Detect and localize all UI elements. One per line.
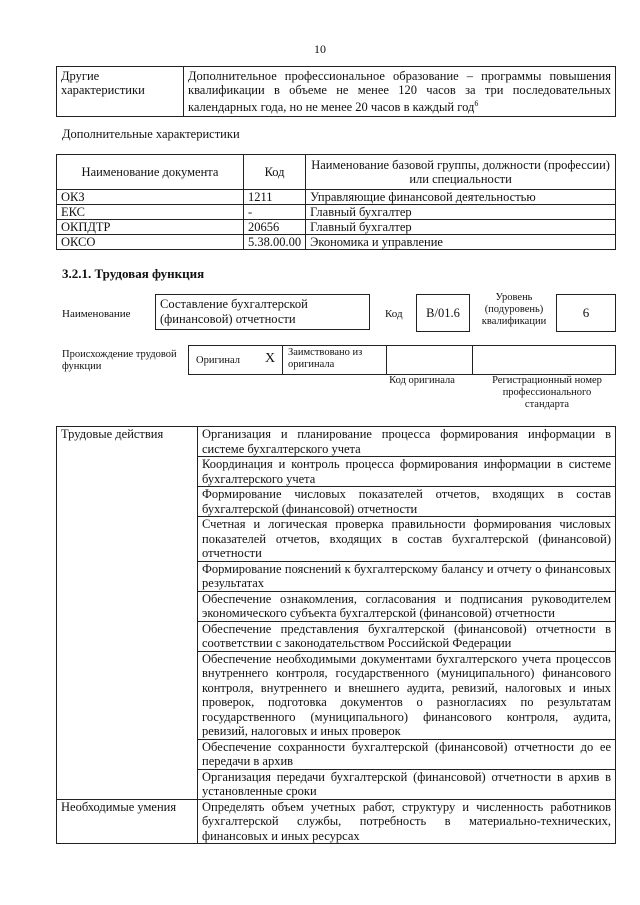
table-row (57, 220, 616, 235)
origin-label: Происхождение трудовой функции (62, 349, 177, 372)
action-item: Координация и контроль процесса формирования информации в системе бухгалтерского учета (198, 457, 616, 487)
cell-doc: ОКЗ (57, 190, 244, 205)
additional-characteristics-table (56, 154, 616, 250)
actions-label: Трудовые действия (57, 427, 198, 800)
cell-code: 20656 (244, 220, 306, 235)
action-item: Обеспечение представления бухгалтерской (финансовой) отчетности в соответствии с законодательством Российской Федерации (198, 621, 616, 651)
cell-name: Управляющие финансовой деятельностью (306, 190, 616, 205)
action-item: Формирование числовых показателей отчетов, входящих в состав бухгалтерской (финансовой) отчетности (198, 487, 616, 517)
section-title: 3.2.1. Трудовая функция (62, 266, 205, 281)
function-code-value: B/01.6 (416, 294, 470, 332)
additional-heading: Дополнительные характеристики (62, 127, 240, 141)
footnote-mark: 6 (474, 99, 479, 108)
cell-name: Главный бухгалтер (306, 205, 616, 220)
original-label: Оригинал (196, 355, 240, 366)
cell-doc: ОКПДТР (57, 220, 244, 235)
function-name-value: Составление бухгалтерской (финансовой) отчетности (155, 294, 370, 330)
cell-code: 1211 (244, 190, 306, 205)
original-mark: X (265, 351, 276, 366)
other-characteristics-value: Дополнительное профессиональное образование – программы повышения квалификации в объеме не менее 120 часов за три последовательных календарных года, но не менее 20 часов в каждый год$^6$ (184, 67, 616, 117)
action-item: Обеспечение ознакомления, согласования и подписания руководителем экономического субъекта бухгалтерской (финансовой) отчетности (198, 591, 616, 621)
labor-functions-table (56, 426, 616, 844)
cell-doc: ЕКС (57, 205, 244, 220)
cell-name: Экономика и управление (306, 235, 616, 250)
reg-number-label: Регистрационный номер профессионального стандарта (492, 375, 602, 410)
origin-divider (472, 345, 473, 375)
origin-divider (282, 345, 283, 375)
qualification-level-label: Уровень (подуровень) квалификации (481, 292, 547, 327)
table-row (57, 427, 616, 457)
function-code-label: Код (385, 308, 403, 320)
origin-divider (386, 345, 387, 375)
function-name-label: Наименование (62, 308, 131, 320)
skill-item: Определять объем учетных работ, структуру и численность работников бухгалтерской службы, потребность в материально-технических, финансовых и иных ресурсах (198, 799, 616, 844)
other-characteristics-label: Другие характеристики (57, 67, 184, 117)
qualification-level-value: 6 (556, 294, 616, 332)
borrowed-label: Заимствовано из оригинала (288, 347, 363, 370)
other-characteristics-table (56, 66, 616, 117)
action-item: Организация передачи бухгалтерской (финансовой) отчетности в архив в установленные сроки (198, 769, 616, 799)
table-header-row (57, 155, 616, 190)
cell-doc: ОКСО (57, 235, 244, 250)
origin-box (188, 345, 616, 375)
code-original-label: Код оригинала (389, 375, 455, 386)
action-item: Обеспечение сохранности бухгалтерской (финансовой) отчетности до ее передачи в архив (198, 739, 616, 769)
table-row (57, 190, 616, 205)
action-item: Организация и планирование процесса формирования информации в системе бухгалтерского учета (198, 427, 616, 457)
cell-code: - (244, 205, 306, 220)
cell-name: Главный бухгалтер (306, 220, 616, 235)
col-header-code: Код (244, 155, 306, 190)
skills-label: Необходимые умения (57, 799, 198, 844)
table-row (57, 235, 616, 250)
action-item: Формирование пояснений к бухгалтерскому балансу и отчету о финансовых результатах (198, 561, 616, 591)
page-number: 10 (314, 42, 326, 56)
cell-code: 5.38.00.00 (244, 235, 306, 250)
col-header-name: Наименование базовой группы, должности (профессии) или специальности (306, 155, 616, 190)
table-row (57, 799, 616, 844)
table-row (57, 205, 616, 220)
col-header-doc: Наименование документа (57, 155, 244, 190)
action-item: Обеспечение необходимыми документами бухгалтерского учета процессов внутреннего контроля, государственного (муниципального) финансового контроля, внутреннего и внешнего аудита, ревизий, налоговых и иных проверок, подготовка документов о разногласиях по результатам государственного (муниципального) финансового контроля, аудита, ревизий, налоговых и иных проверок (198, 651, 616, 739)
action-item: Счетная и логическая проверка правильности формирования числовых показателей отчетов, входящих в состав бухгалтерской (финансовой) отчетности (198, 517, 616, 562)
